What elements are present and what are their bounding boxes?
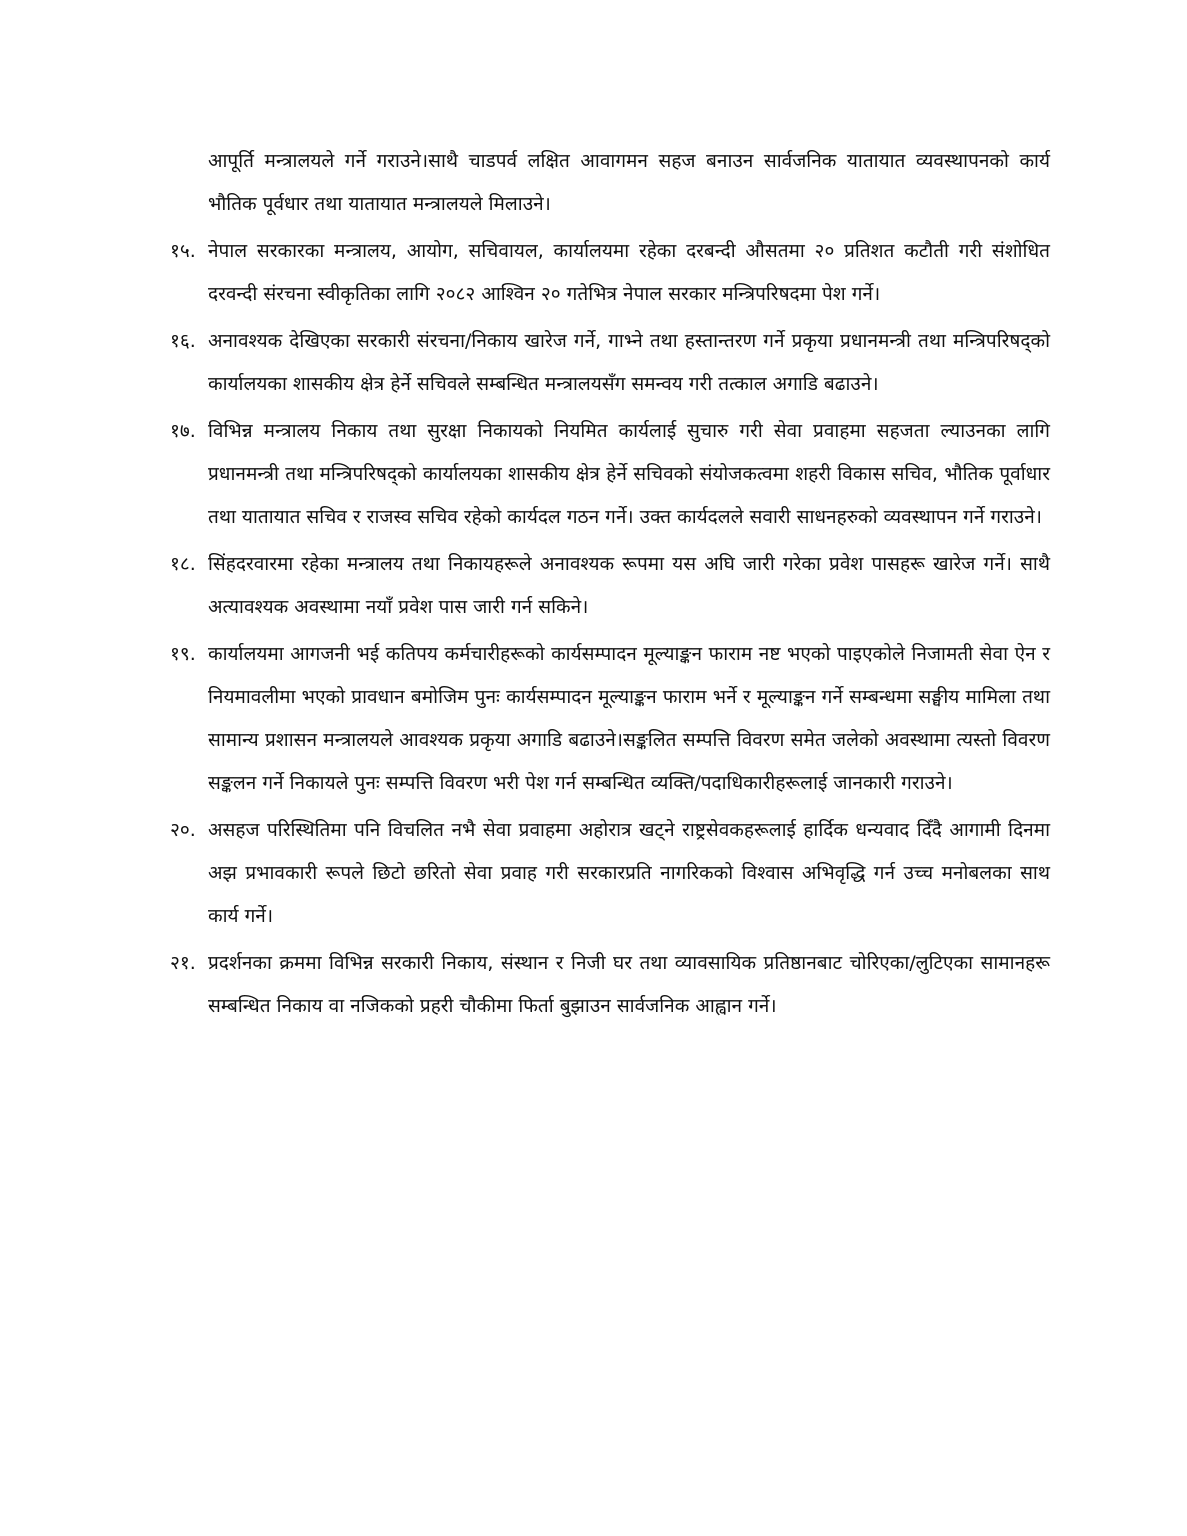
item-number: १६. (170, 330, 196, 352)
item-text: विभिन्न मन्त्रालय निकाय तथा सुरक्षा निकायको नियमित कार्यलाई सुचारु गरी सेवा प्रवाहमा सहजता ल्याउनका लागि प्रधानमन्त्री तथा मन्त्रिपरिषद्को कार्यालयका शासकीय क्षेत्र हेर्ने सचिवको संयोजकत्वमा शहरी विकास सचिव, भौतिक पूर्वाधार तथा यातायात सचिव र राजस्व सचिव रहेको कार्यदल गठन गर्ने। उक्त कार्यदलले सवारी साधनहरुको व्यवस्थापन गर्ने गराउने। (208, 420, 1050, 528)
item-text: प्रदर्शनका क्रममा विभिन्न सरकारी निकाय, संस्थान र निजी घर तथा व्यावसायिक प्रतिष्ठानबाट चोरिएका/लुटिएका सामानहरू सम्बन्धित निकाय वा नजिकको प्रहरी चौकीमा फिर्ता बुझाउन सार्वजनिक आह्वान गर्ने। (208, 952, 1050, 1017)
list-item-20 (170, 809, 1050, 938)
item-text: अनावश्यक देखिएका सरकारी संरचना/निकाय खारेज गर्ने, गाभ्ने तथा हस्तान्तरण गर्ने प्रकृया प्रधानमन्त्री तथा मन्त्रिपरिषद्को कार्यालयका शासकीय क्षेत्र हेर्ने सचिवले सम्बन्धित मन्त्रालयसँग समन्वय गरी तत्काल अगाडि बढाउने। (208, 330, 1050, 395)
item-number: १७. (170, 420, 196, 442)
item-number: १५. (170, 240, 196, 262)
continuation-paragraph (170, 140, 1050, 226)
document-body (170, 140, 1050, 1032)
item-number: १८. (170, 553, 196, 575)
list-item-18 (170, 543, 1050, 629)
list-item-19 (170, 633, 1050, 805)
list-item-17 (170, 410, 1050, 539)
item-number: १९. (170, 643, 196, 665)
list-item-15 (170, 230, 1050, 316)
item-text: सिंहदरवारमा रहेका मन्त्रालय तथा निकायहरूले अनावश्यक रूपमा यस अघि जारी गरेका प्रवेश पासहरू खारेज गर्ने। साथै अत्यावश्यक अवस्थामा नयाँ प्रवेश पास जारी गर्न सकिने। (208, 553, 1050, 618)
item-number: २१. (170, 952, 196, 974)
item-text: कार्यालयमा आगजनी भई कतिपय कर्मचारीहरूको कार्यसम्पादन मूल्याङ्कन फाराम नष्ट भएको पाइएकोले निजामती सेवा ऐन र नियमावलीमा भएको प्रावधान बमोजिम पुनः कार्यसम्पादन मूल्याङ्कन फाराम भर्ने र मूल्याङ्कन गर्ने सम्बन्धमा सङ्घीय मामिला तथा सामान्य प्रशासन मन्त्रालयले आवश्यक प्रकृया अगाडि बढाउने।सङ्कलित सम्पत्ति विवरण समेत जलेको अवस्थामा त्यस्तो विवरण सङ्कलन गर्ने निकायले पुनः सम्पत्ति विवरण भरी पेश गर्न सम्बन्धित व्यक्ति/पदाधिकारीहरूलाई जानकारी गराउने। (208, 643, 1050, 794)
list-item-21 (170, 942, 1050, 1028)
continuation-text: आपूर्ति मन्त्रालयले गर्ने गराउने।साथै चाडपर्व लक्षित आवागमन सहज बनाउन सार्वजनिक यातायात व्यवस्थापनको कार्य भौतिक पूर्वधार तथा यातायात मन्त्रालयले मिलाउने। (208, 150, 1050, 215)
item-text: नेपाल सरकारका मन्त्रालय, आयोग, सचिवायल, कार्यालयमा रहेका दरबन्दी औसतमा २० प्रतिशत कटौती गरी संशोधित दरवन्दी संरचना स्वीकृतिका लागि २०८२ आश्विन २० गतेभित्र नेपाल सरकार मन्त्रिपरिषदमा पेश गर्ने। (208, 240, 1050, 305)
list-item-16 (170, 320, 1050, 406)
item-text: असहज परिस्थितिमा पनि विचलित नभै सेवा प्रवाहमा अहोरात्र खट्ने राष्ट्रसेवकहरूलाई हार्दिक धन्यवाद दिँदै आगामी दिनमा अझ प्रभावकारी रूपले छिटो छरितो सेवा प्रवाह गरी सरकारप्रति नागरिकको विश्वास अभिवृद्धि गर्न उच्च मनोबलका साथ कार्य गर्ने। (208, 819, 1050, 927)
item-number: २०. (170, 819, 196, 841)
